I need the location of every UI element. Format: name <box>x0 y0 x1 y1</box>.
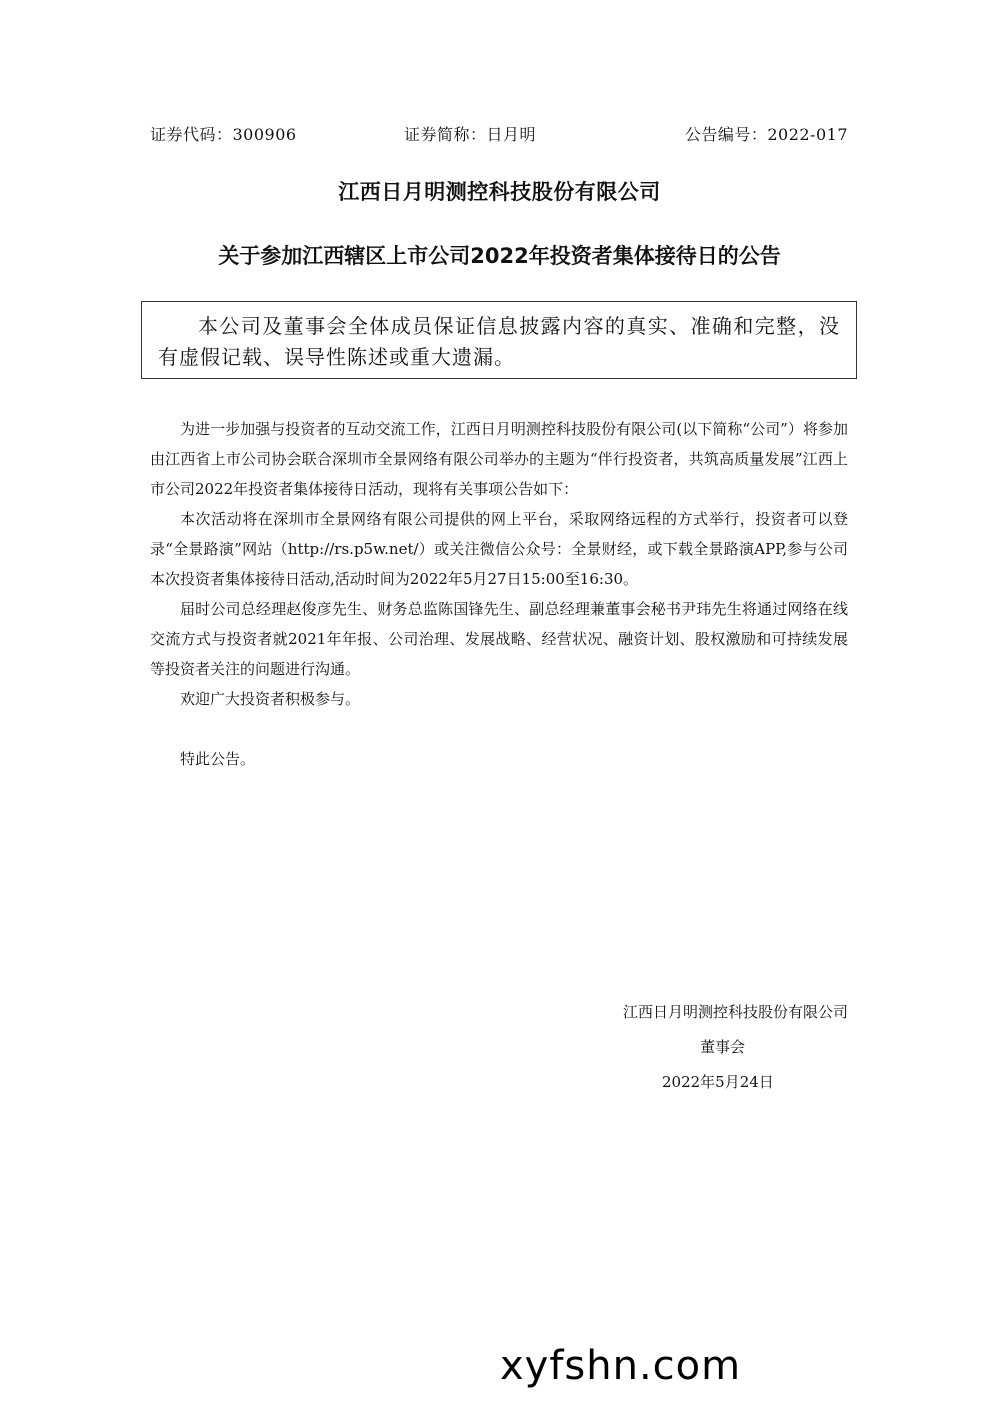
security-short-name: 证券简称：日月明 <box>404 125 537 144</box>
closing-line: 特此公告。 <box>180 750 256 768</box>
site-watermark: xyfshn.com <box>500 1343 742 1389</box>
announcement-header <box>150 123 848 147</box>
security-code: 证券代码：300906 <box>150 125 297 144</box>
signature-date: 2022年5月24日 <box>662 1073 774 1091</box>
company-title: 江西日月明测控科技股份有限公司 <box>338 180 661 204</box>
signature-company: 江西日月明测控科技股份有限公司 <box>622 1003 848 1021</box>
notice-title: 关于参加江西辖区上市公司2022年投资者集体接待日的公告 <box>218 244 781 268</box>
announcement-number: 公告编号：2022-017 <box>684 125 848 144</box>
body-paragraph-activity: 本次活动将在深圳市全景网络有限公司提供的网上平台，采取网络远程的方式举行，投资者可以登录“全景路演”网站（http://rs.p5w.net/）或关注微信公众号：全景财经，或下载全景路演APP,参与公司本次投资者集体接待日活动,活动时间为2022年5月27日15:00至16:30。 <box>150 510 848 588</box>
body-paragraph-intro: 为进一步加强与投资者的互动交流工作，江西日月明测控科技股份有限公司(以下简称“公司”）将参加由江西省上市公司协会联合深圳市全景网络有限公司举办的主题为“伴行投资者，共筑高质量发展”江西上市公司2022年投资者集体接待日活动，现将有关事项公告如下： <box>150 420 848 498</box>
body-paragraph-participants: 届时公司总经理赵俊彦先生、财务总监陈国锋先生、副总经理兼董事会秘书尹玮先生将通过网络在线交流方式与投资者就2021年年报、公司治理、发展战略、经营状况、融资计划、股权激励和可持续发展等投资者关注的问题进行沟通。 <box>150 600 848 678</box>
announcement-body <box>150 414 848 774</box>
disclosure-statement-box: 本公司及董事会全体成员保证信息披露内容的真实、准确和完整，没有虚假记载、误导性陈述或重大遗漏。 <box>141 301 857 379</box>
signature-board: 董事会 <box>700 1038 746 1056</box>
body-paragraph-welcome: 欢迎广大投资者积极参与。 <box>180 690 361 708</box>
